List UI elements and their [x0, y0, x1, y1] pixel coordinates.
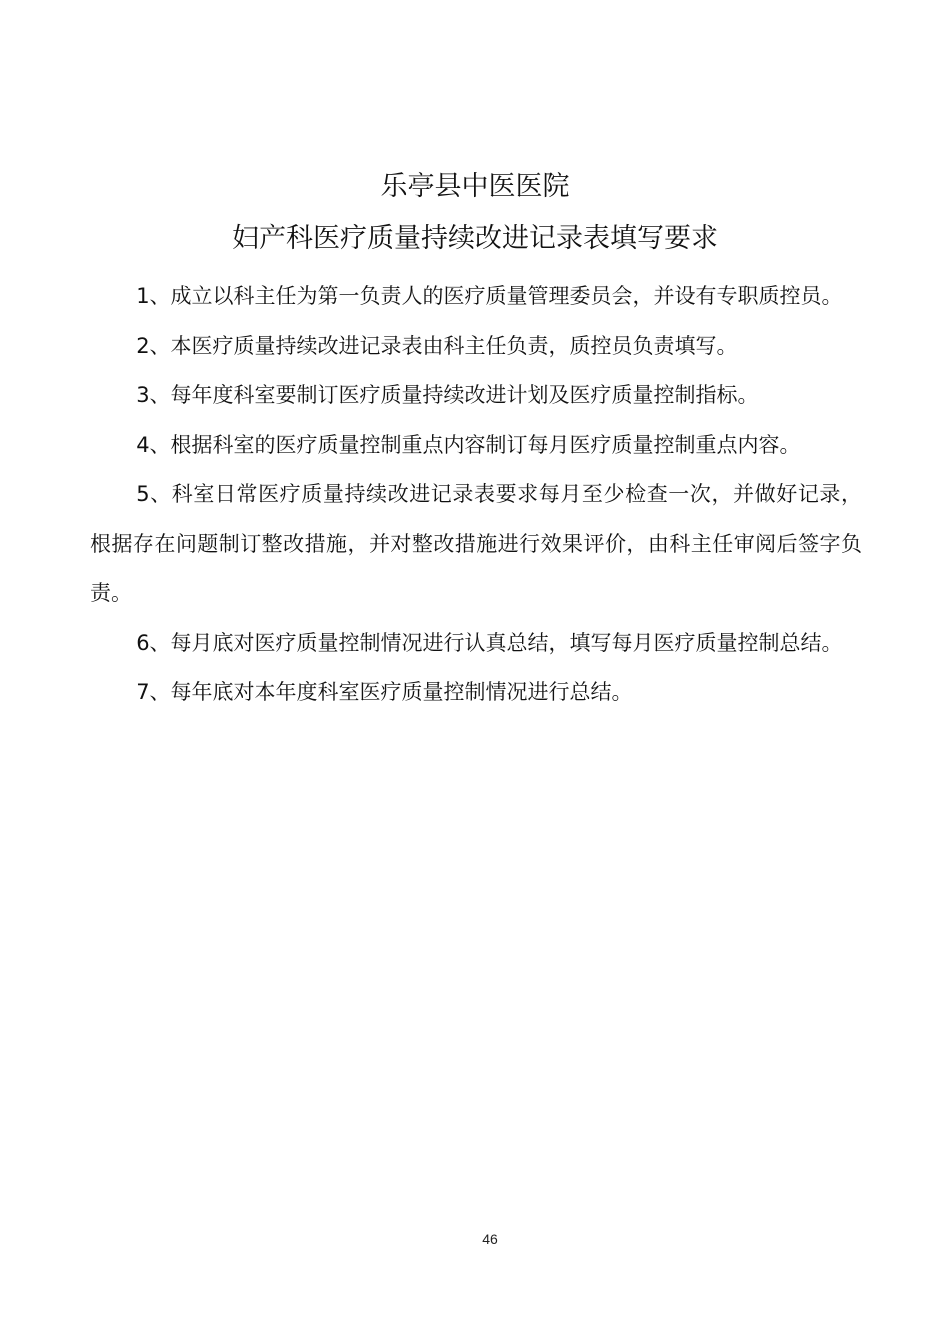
form-requirements-title: 妇产科医疗质量持续改进记录表填写要求	[232, 223, 718, 254]
requirements-list	[90, 272, 862, 718]
requirement-item-7: 7、每年底对本年度科室医疗质量控制情况进行总结。	[136, 680, 633, 704]
requirement-item-5: 5、科室日常医疗质量持续改进记录表要求每月至少检查一次，并做好记录，根据存在问题制订整改措施，并对整改措施进行效果评价，由科主任审阅后签字负责。	[90, 482, 862, 605]
requirement-item-6: 6、每月底对医疗质量控制情况进行认真总结，填写每月医疗质量控制总结。	[136, 630, 843, 655]
requirement-item-3: 3、每年度科室要制订医疗质量持续改进计划及医疗质量控制指标。	[136, 383, 759, 407]
requirement-item-4: 4、根据科室的医疗质量控制重点内容制订每月医疗质量控制重点内容。	[136, 432, 801, 457]
requirement-item-2: 2、本医疗质量持续改进记录表由科主任负责，质控员负责填写。	[136, 333, 738, 358]
requirement-item-1: 1、成立以科主任为第一负责人的医疗质量管理委员会，并设有专职质控员。	[136, 284, 843, 308]
page-number: 46	[482, 1231, 498, 1247]
hospital-name-title: 乐亭县中医医院	[380, 171, 570, 202]
